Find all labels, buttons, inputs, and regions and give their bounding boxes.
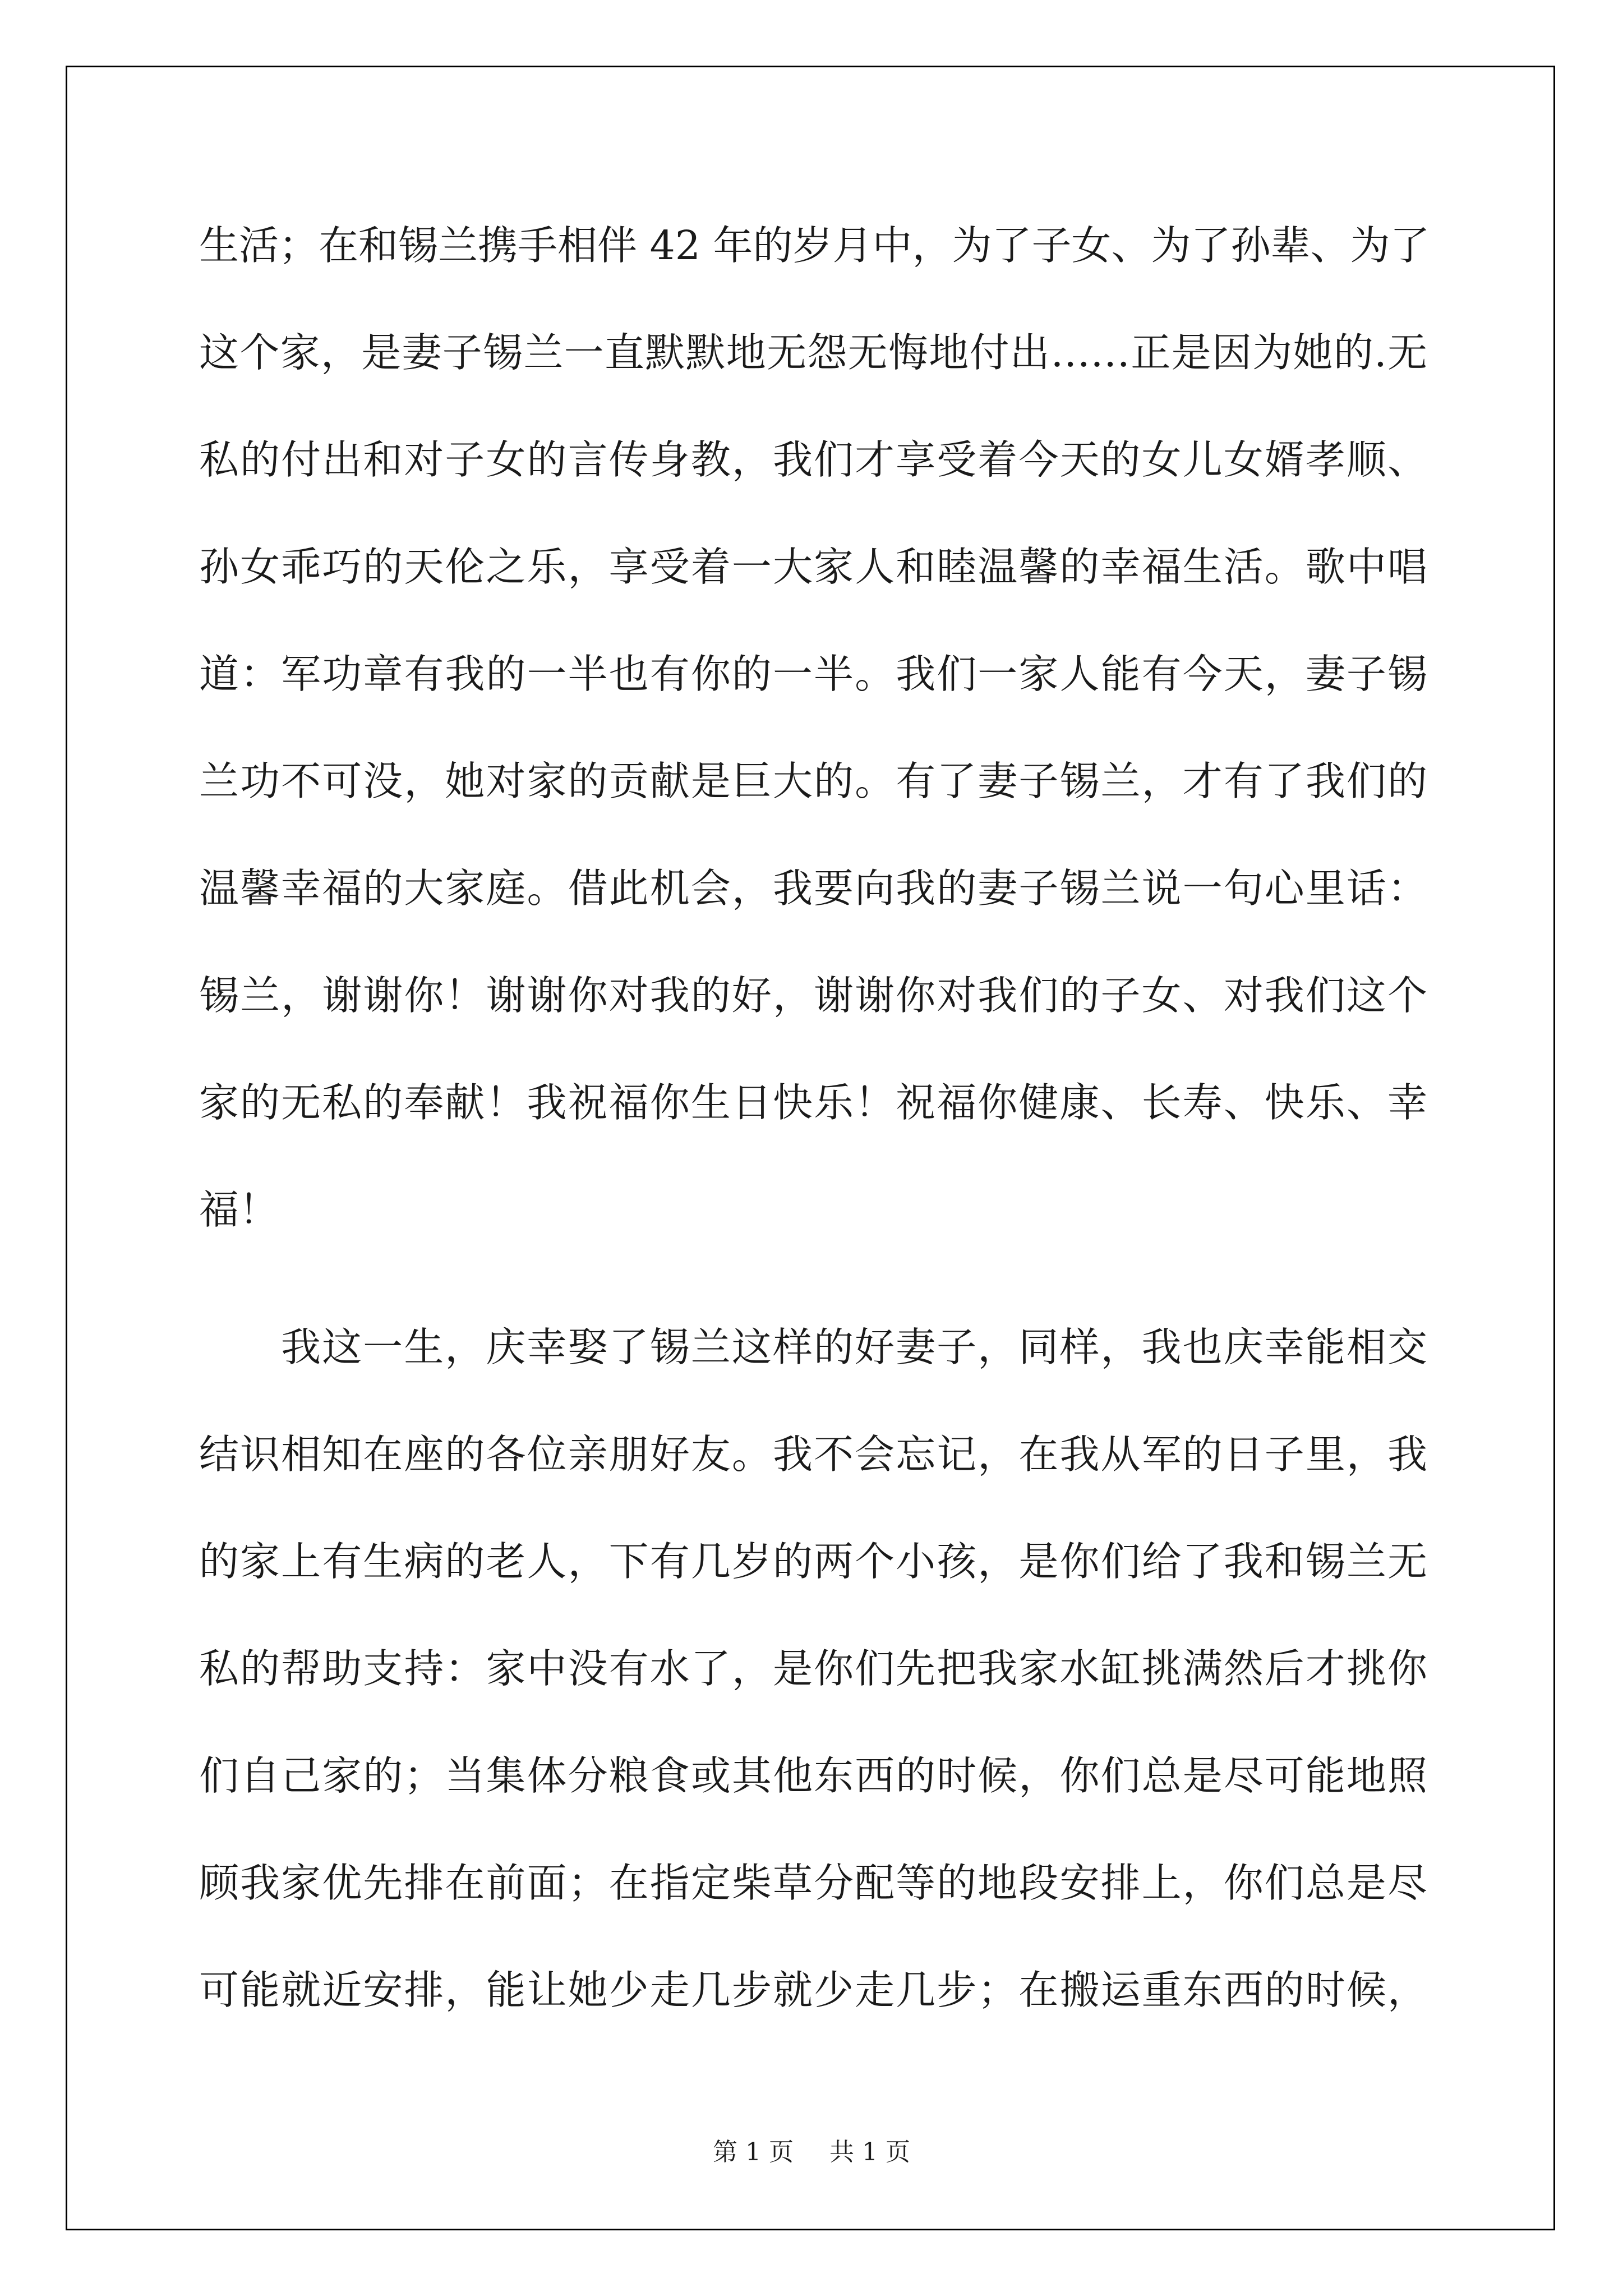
text-line: 道：军功章有我的一半也有你的一半。我们一家人能有今天，妻子锡: [199, 651, 1427, 697]
paragraph-1: [199, 192, 1430, 1263]
text-line: 温馨幸福的大家庭。借此机会，我要向我的妻子锡兰说一句心里话：: [199, 865, 1427, 912]
text-line: 福！: [199, 1186, 279, 1233]
page-number-current: 第 1 页: [713, 2138, 794, 2166]
text-line: 可能就近安排，能让她少走几步就少走几步；在搬运重东西的时候，: [199, 1967, 1427, 2013]
paragraph-2: [199, 1294, 1427, 2044]
text-line: 生活；在和锡兰携手相伴 42 年的岁月中，为了子女、为了孙辈、为了: [199, 222, 1430, 269]
text-line: 锡兰，谢谢你！谢谢你对我的好，谢谢你对我们的子女、对我们这个: [199, 972, 1427, 1019]
page-footer: [0, 2132, 1623, 2168]
paragraph-gap: [199, 1263, 1427, 1294]
text-line: 我这一生，庆幸娶了锡兰这样的好妻子，同样，我也庆幸能相交: [281, 1324, 1427, 1370]
text-line: 的家上有生病的老人，下有几岁的两个小孩，是你们给了我和锡兰无: [199, 1538, 1427, 1585]
text-line: 私的帮助支持：家中没有水了，是你们先把我家水缸挑满然后才挑你: [199, 1645, 1427, 1692]
text-line: 孙女乖巧的天伦之乐，享受着一大家人和睦温馨的幸福生活。歌中唱: [199, 544, 1427, 590]
text-line: 私的付出和对子女的言传身教，我们才享受着今天的女儿女婿孝顺、: [199, 436, 1427, 483]
page-number-total: 共 1 页: [829, 2138, 910, 2166]
text-line: 这个家，是妻子锡兰一直默默地无怨无悔地付出……正是因为她的.无: [199, 329, 1427, 376]
text-line: 顾我家优先排在前面；在指定柴草分配等的地段安排上，你们总是尽: [199, 1860, 1427, 1906]
text-line: 结识相知在座的各位亲朋好友。我不会忘记，在我从军的日子里，我: [199, 1431, 1427, 1478]
text-line: 们自己家的；当集体分粮食或其他东西的时候，你们总是尽可能地照: [199, 1752, 1427, 1799]
text-line: 家的无私的奉献！我祝福你生日快乐！祝福你健康、长寿、快乐、幸: [199, 1079, 1427, 1126]
document-body: [199, 192, 1430, 2044]
text-line: 兰功不可没，她对家的贡献是巨大的。有了妻子锡兰，才有了我们的: [199, 758, 1427, 804]
